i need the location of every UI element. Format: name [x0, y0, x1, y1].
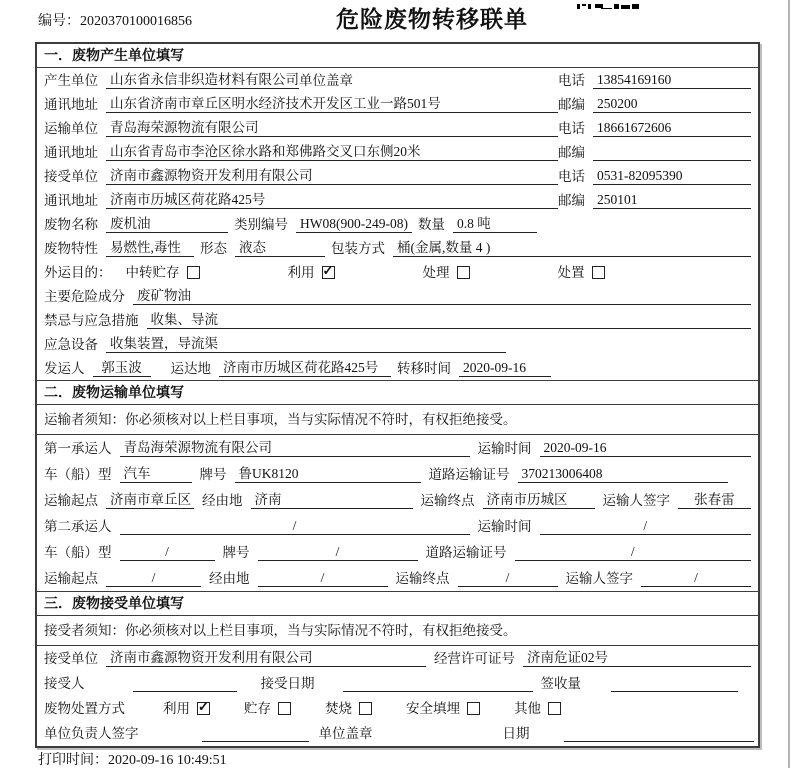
empty-checkbox-icon [548, 702, 561, 715]
form-row [44, 236, 751, 260]
form-row [44, 671, 751, 696]
section-producer [37, 44, 758, 380]
field-label: 经由地 [202, 493, 243, 508]
field-value: 桶(金属,数量 4 ) [393, 240, 751, 257]
field-value [343, 691, 533, 692]
form-row [44, 284, 751, 308]
form-row [44, 696, 751, 721]
form-row [44, 212, 751, 236]
checkbox-label: 利用 [287, 265, 315, 280]
field-label: 车（船）型 [44, 467, 112, 482]
field-label: 电话 [558, 73, 585, 88]
field-value: 青岛海荣源物流有限公司 [106, 120, 558, 137]
checkbox-label: 贮存 [244, 701, 271, 716]
field-label: 运输时间 [477, 519, 532, 534]
field-value: 鲁UK8120 [235, 466, 421, 483]
form-row [44, 188, 751, 212]
field-value: 18661672606 [593, 120, 751, 137]
qr-code-fragment-icon [577, 0, 643, 9]
field-label: 第一承运人 [44, 441, 112, 456]
field-label: 外运目的： [44, 265, 112, 280]
field-label: 废物名称 [44, 217, 98, 232]
static-text: 单位盖章 [318, 726, 373, 741]
form-row [44, 539, 751, 565]
field-label: 应急设备 [44, 337, 98, 352]
empty-checkbox-icon [467, 702, 480, 715]
field-value [611, 691, 738, 692]
field-label: 产生单位 [44, 73, 98, 88]
field-label: 运输人签字 [565, 571, 633, 586]
form-row [44, 435, 751, 461]
field-label: 通讯地址 [44, 145, 98, 160]
form-row [44, 140, 751, 164]
section-producer-heading: 一．废物产生单位填写 [37, 44, 758, 68]
field-value: / [515, 544, 752, 561]
field-label: 转移时间 [397, 361, 451, 376]
page-title: 危险废物转移联单 [336, 6, 528, 32]
field-value: 济南市鑫源物资开发利用有限公司 [106, 650, 426, 667]
field-value: / [258, 570, 388, 587]
empty-checkbox-icon [359, 702, 372, 715]
field-value: / [458, 570, 558, 587]
checkbox-field [558, 265, 605, 281]
field-value: 收集装置，导流渠 [106, 336, 506, 353]
field-value: / [540, 518, 752, 535]
field-label: 通讯地址 [44, 97, 98, 112]
field-label: 运输人签字 [602, 493, 670, 508]
field-value: 济南市历城区 [483, 492, 595, 509]
field-label: 第二承运人 [44, 519, 112, 534]
section-transporter-heading: 二．废物运输单位填写 [37, 380, 758, 405]
section-transporter [37, 380, 758, 591]
field-label: 日期 [502, 726, 530, 741]
field-value: / [120, 544, 215, 561]
checkbox-field [423, 265, 470, 281]
field-value: 汽车 [120, 466, 192, 483]
checkbox-label: 中转贮存 [125, 265, 180, 280]
section-receiver-rows [37, 646, 758, 746]
field-value: / [641, 570, 751, 587]
field-label: 经营许可证号 [434, 651, 515, 666]
field-value: 370213006408 [518, 466, 728, 483]
print-time-label: 打印时间： [38, 753, 108, 768]
field-label: 运输终点 [395, 571, 450, 586]
field-label: 接受单位 [44, 169, 98, 184]
field-value: 2020-09-16 [459, 360, 551, 377]
field-value: 易燃性,毒性 [106, 240, 194, 257]
field-label: 邮编 [558, 145, 585, 160]
field-value: 废机油 [106, 216, 228, 233]
field-label: 形态 [200, 241, 227, 256]
field-label: 邮编 [558, 97, 585, 112]
field-label: 邮编 [558, 193, 585, 208]
field-value [564, 741, 754, 742]
checkbox-label: 处理 [422, 265, 450, 280]
field-label: 接受人 [44, 676, 85, 691]
field-label: 发运人 [44, 361, 85, 376]
field-value: 山东省济南市章丘区明水经济技术开发区工业一路501号 [106, 96, 558, 113]
field-value: / [120, 518, 470, 535]
field-label: 类别编号 [234, 217, 288, 232]
form-row [44, 332, 751, 356]
field-value: 郭玉波 [93, 360, 151, 377]
field-label: 经由地 [209, 571, 250, 586]
form-row [44, 461, 751, 487]
field-label: 道路运输证号 [425, 545, 507, 560]
form-row [44, 513, 751, 539]
field-value: HW08(900-249-08) [296, 216, 412, 233]
field-value: / [258, 544, 418, 561]
field-label: 牌号 [222, 545, 250, 560]
print-time [38, 749, 227, 769]
transporter-notice: 运输者须知：你必须核对以上栏目事项，当与实际情况不符时，有权拒绝接受。 [37, 405, 758, 435]
form-row [44, 260, 751, 284]
document-number-value: 2020370100016856 [80, 14, 192, 29]
checkbox-label: 其他 [514, 701, 541, 716]
checkbox-field [325, 701, 372, 717]
field-label: 单位负责人签字 [44, 726, 139, 741]
checkbox-field [514, 701, 561, 717]
checkbox-field [288, 265, 335, 281]
field-value: 液态 [235, 240, 325, 257]
field-label: 禁忌与应急措施 [44, 313, 139, 328]
form-row [44, 68, 751, 92]
field-value: 济南市章丘区 [106, 492, 194, 509]
field-value [133, 691, 237, 692]
field-value: 2020-09-16 [540, 440, 752, 457]
checkbox-field [163, 701, 210, 717]
form-row [44, 565, 751, 591]
section-transporter-rows [37, 435, 758, 591]
field-value [202, 741, 309, 742]
field-label: 电话 [558, 169, 585, 184]
field-value: 济南危证02号 [523, 650, 751, 667]
checkbox-label: 安全填埋 [406, 701, 460, 716]
manifest-form [35, 42, 760, 748]
form-row [44, 646, 751, 671]
field-label: 通讯地址 [44, 193, 98, 208]
form-row [44, 721, 751, 746]
field-label: 运输单位 [44, 121, 98, 136]
field-label: 运输起点 [44, 493, 98, 508]
field-value: 收集、导流 [147, 312, 752, 329]
field-label: 电话 [558, 121, 585, 136]
checked-checkbox-icon [322, 266, 335, 279]
form-row [44, 116, 751, 140]
field-value: 张春雷 [678, 492, 751, 509]
field-value [593, 160, 751, 161]
checkbox-field [244, 701, 291, 717]
field-value: 13854169160 [593, 72, 751, 89]
field-value: 250200 [593, 96, 751, 113]
form-row [44, 92, 751, 116]
field-value: / [106, 570, 201, 587]
checkbox-label: 焚烧 [325, 701, 352, 716]
field-value: 0531-82095390 [593, 168, 751, 185]
receiver-notice: 接受者须知：你必须核对以上栏目事项，当与实际情况不符时，有权拒绝接受。 [37, 616, 758, 646]
checkbox-field [126, 265, 200, 281]
page-edge-line [788, 0, 790, 768]
field-label: 运输起点 [44, 571, 98, 586]
field-value: 山东省永信非织造材料有限公司 [106, 72, 299, 89]
print-time-value: 2020-09-16 10:49:51 [108, 753, 227, 768]
field-label: 运输时间 [477, 441, 532, 456]
empty-checkbox-icon [278, 702, 291, 715]
checkbox-label: 利用 [163, 701, 190, 716]
document-number-label: 编号： [38, 14, 80, 29]
field-label: 废物特性 [44, 241, 98, 256]
field-value: 0.8 吨 [453, 216, 537, 233]
empty-checkbox-icon [187, 266, 200, 279]
section-producer-rows [37, 68, 758, 380]
static-text: 单位盖章 [299, 73, 353, 88]
field-label: 运达地 [170, 361, 211, 376]
form-row [44, 356, 751, 380]
form-row [44, 164, 751, 188]
checkbox-field [406, 701, 480, 717]
field-label: 废物处置方式 [44, 701, 125, 716]
checkbox-label: 处置 [557, 265, 585, 280]
empty-checkbox-icon [457, 266, 470, 279]
field-label: 接受单位 [44, 651, 98, 666]
form-row [44, 487, 751, 513]
field-label: 道路运输证号 [428, 467, 510, 482]
field-label: 牌号 [199, 467, 227, 482]
field-label: 数量 [418, 217, 445, 232]
field-label: 包装方式 [331, 241, 385, 256]
field-label: 车（船）型 [44, 545, 112, 560]
field-value: 废矿物油 [133, 288, 751, 305]
field-label: 运输终点 [420, 493, 475, 508]
empty-checkbox-icon [592, 266, 605, 279]
field-value: 济南 [251, 492, 413, 509]
field-value: 济南市鑫源物资开发利用有限公司 [106, 168, 558, 185]
form-row [44, 308, 751, 332]
section-receiver [37, 591, 758, 746]
field-value: 250101 [593, 192, 751, 209]
field-value: 济南市历城区荷花路425号 [219, 360, 391, 377]
field-label: 签收量 [540, 676, 581, 691]
section-receiver-heading: 三．废物接受单位填写 [37, 591, 758, 616]
field-value: 山东省青岛市李沧区徐水路和郑佛路交叉口东侧20米 [106, 144, 558, 161]
field-label: 主要危险成分 [44, 289, 125, 304]
field-value: 青岛海荣源物流有限公司 [120, 440, 470, 457]
field-label: 接受日期 [260, 676, 315, 691]
field-value: 济南市历城区荷花路425号 [106, 192, 558, 209]
checked-checkbox-icon [197, 702, 210, 715]
